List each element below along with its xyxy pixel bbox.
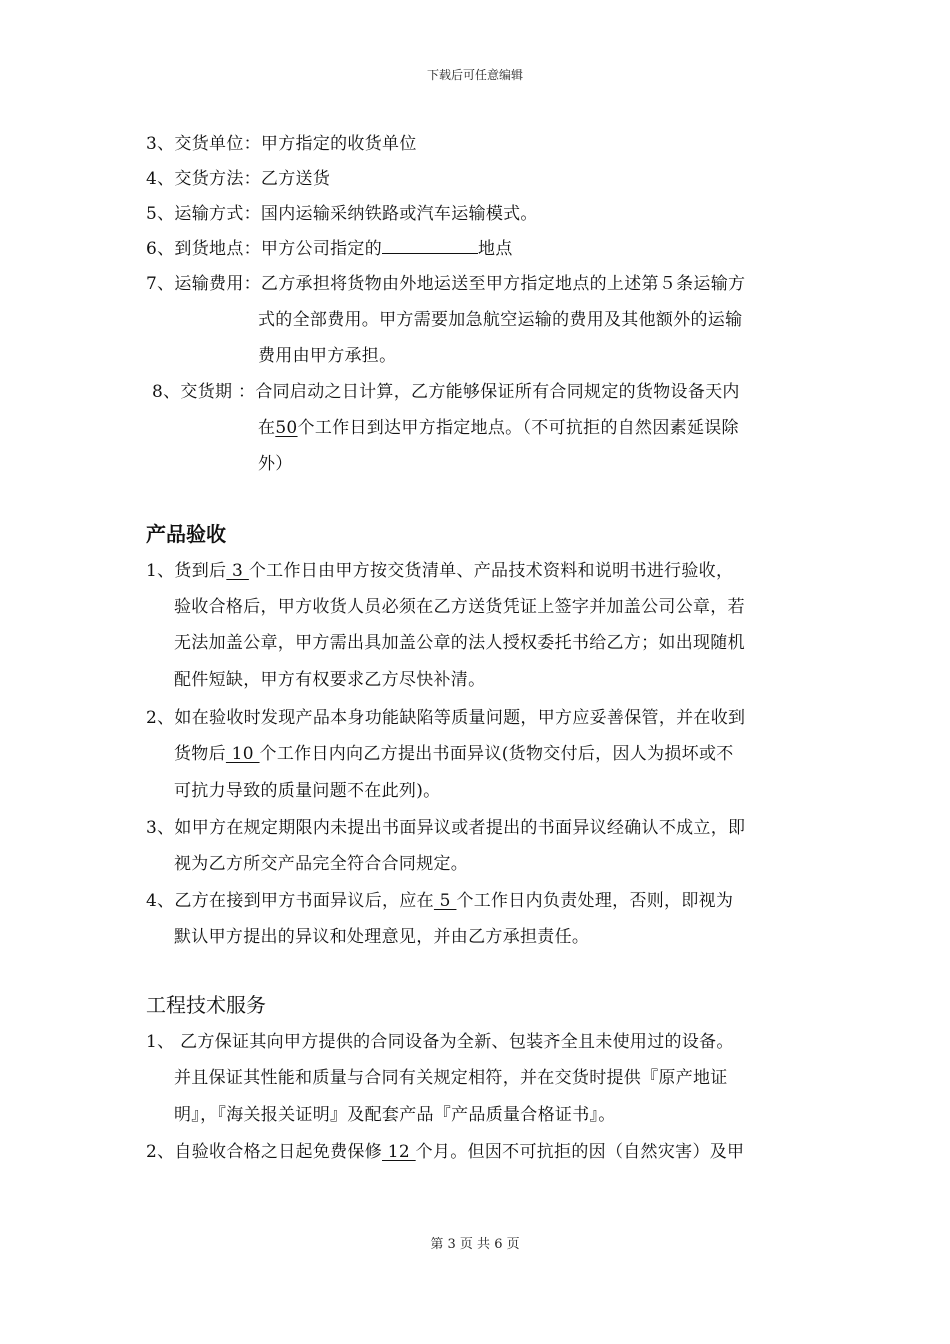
acceptance-item-1-line-3: 无法加盖公章，甲方需出具加盖公章的法人授权委托书给乙方；如出现随机 [174,633,745,653]
service-item-1-line-2: 并且保证其性能和质量与合同有关规定相符，并在交货时提供『原产地证 [174,1068,728,1088]
acceptance-item-3-line-1: 3、如甲方在规定期限内未提出书面异议或者提出的书面异议经确认不成立，即 [146,818,746,838]
acceptance-item-1-text-2: 个工作日由甲方按交货清单、产品技术资料和说明书进行验收， [248,561,734,581]
delivery-item-3: 3、交货单位：甲方指定的收货单位 [146,134,417,154]
delivery-item-6 [146,234,513,259]
acceptance-item-3-line-2: 视为乙方所交产品完全符合合同规定。 [174,854,469,874]
acceptance-item-1-line-1 [146,556,733,581]
acceptance-item-1-text: 1、货到后 [146,561,227,581]
page-header: 下载后可任意编辑 [426,68,523,82]
handling-days-value: 5 [433,891,457,911]
acceptance-item-1-line-2: 验收合格后，甲方收货人员必须在乙方送货凭证上签字并加盖公司公章，若 [174,597,745,617]
delivery-item-4: 4、交货方法：乙方送货 [146,169,331,189]
section-title-acceptance: 产品验收 [146,522,226,546]
service-item-2-text-2: 个月。但因不可抗拒的因（自然灾害）及甲 [415,1142,745,1162]
acceptance-item-2-line-1: 2、如在验收时发现产品本身功能缺陷等质量问题，甲方应妥善保管，并在收到 [146,708,746,728]
delivery-item-8-line-1: 8、交货期 ：合同启动之日计算，乙方能够保证所有合同规定的货物设备天内 [152,382,740,402]
acceptance-item-4-text-2: 个工作日内负责处理，否则，即视为 [456,891,734,911]
page-footer: 第 3 页 共 6 页 [430,1237,520,1252]
delivery-item-8-line-3: 外） [258,454,293,474]
acceptance-item-2-text: 货物后 [174,744,226,764]
acceptance-item-2-line-3: 可抗力导致的质量问题不在此列)。 [174,781,441,801]
delivery-days-value: 50 [275,418,298,438]
service-item-1-line-1: 1、 乙方保证其向甲方提供的合同设备为全新、包装齐全且未使用过的设备。 [146,1032,734,1052]
acceptance-item-4-line-1 [146,886,733,911]
blank-line [382,239,478,254]
delivery-item-8-text: 在 [258,418,276,438]
delivery-item-5: 5、运输方式：国内运输采纳铁路或汽车运输模式。 [146,204,538,224]
acceptance-days-value: 3 [226,561,249,581]
delivery-item-6-text: 6、到货地点：甲方公司指定的 [146,239,383,259]
objection-days-value: 10 [225,744,260,764]
delivery-item-8-line-2 [258,413,739,438]
delivery-item-7-line-2: 式的全部费用。甲方需要加急航空运输的费用及其他额外的运输 [258,310,743,330]
delivery-item-6-suffix: 地点 [478,239,513,259]
acceptance-item-2-text-2: 个工作日内向乙方提出书面异议(货物交付后，因人为损坏或不 [259,744,734,764]
acceptance-item-2-line-2 [174,739,734,764]
acceptance-item-1-line-4: 配件短缺，甲方有权要求乙方尽快补清。 [174,670,486,690]
delivery-item-8-text-2: 个工作日到达甲方指定地点。（不可抗拒的自然因素延误除 [297,418,739,438]
service-item-2-text: 2、自验收合格之日起免费保修 [146,1142,383,1162]
service-item-2-line-1 [146,1137,744,1162]
acceptance-item-4-text: 4、乙方在接到甲方书面异议后，应在 [146,891,434,911]
delivery-item-7-line-3: 费用由甲方承担。 [258,346,397,366]
service-item-1-line-3: 明』，『海关报关证明』及配套产品『产品质量合格证书』。 [174,1105,616,1125]
section-title-service: 工程技术服务 [146,993,266,1017]
delivery-item-7-line-1: 7、运输费用：乙方承担将货物由外地运送至甲方指定地点的上述第５条运输方 [146,274,746,294]
warranty-months-value: 12 [382,1142,416,1162]
acceptance-item-4-line-2: 默认甲方提出的异议和处理意见，并由乙方承担责任。 [174,927,590,947]
